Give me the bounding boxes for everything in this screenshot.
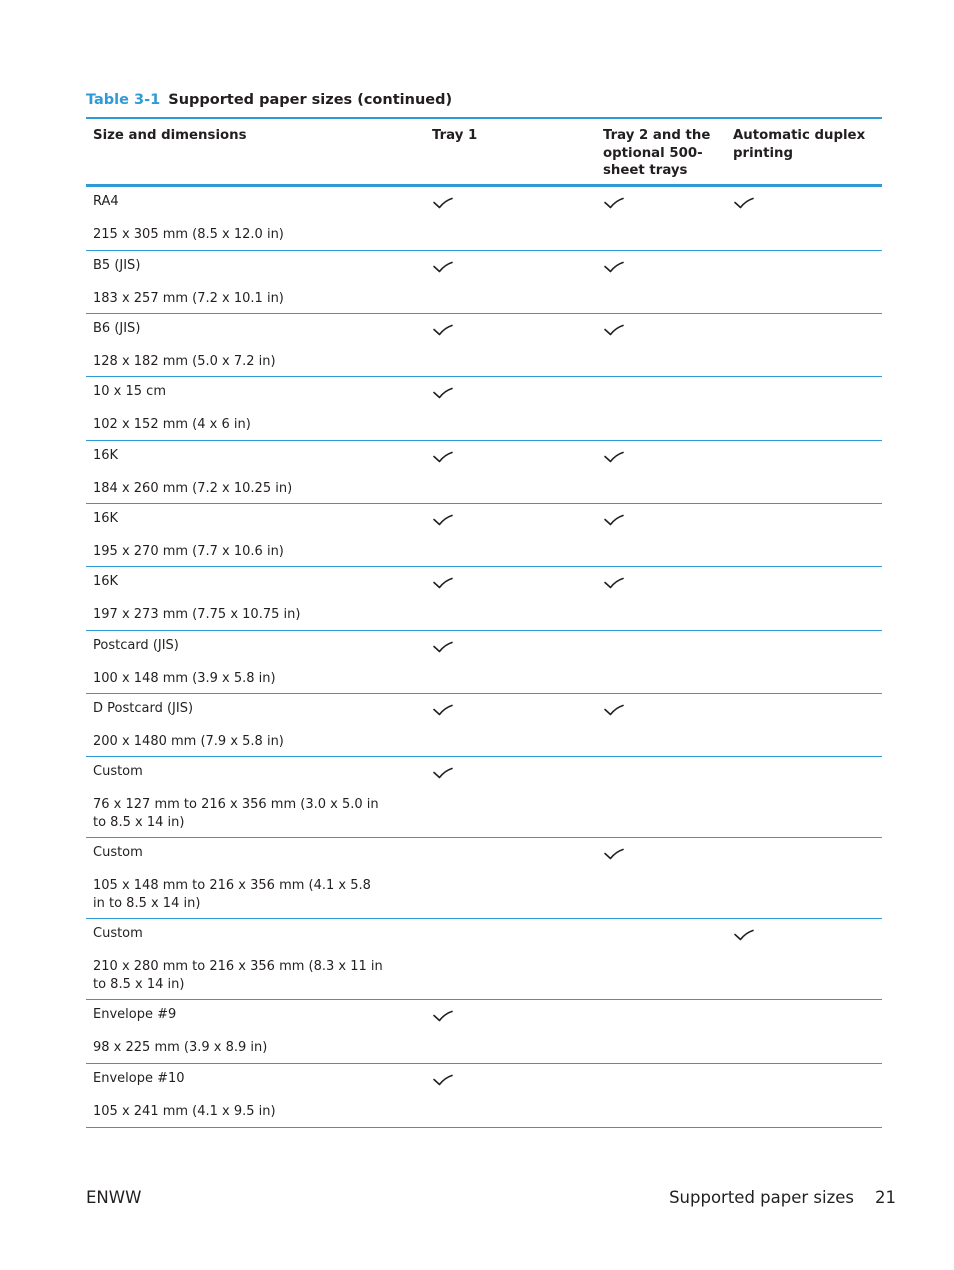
tray1-cell: [425, 441, 596, 503]
footer-section-title: Supported paper sizes: [669, 1188, 854, 1207]
table-row: [86, 504, 882, 567]
tray2-cell: [596, 314, 726, 376]
table-row: [86, 1064, 882, 1128]
paper-dimensions: 128 x 182 mm (5.0 x 7.2 in): [93, 354, 276, 369]
table-caption: [86, 92, 452, 108]
paper-size-name: Custom: [93, 926, 143, 941]
tray1-cell: [425, 631, 596, 693]
paper-size-name: Envelope #10: [93, 1071, 185, 1086]
paper-dimensions: 200 x 1480 mm (7.9 x 5.8 in): [93, 734, 284, 749]
tray2-cell: [596, 694, 726, 756]
tray2-cell: [596, 251, 726, 313]
tray1-cell: [425, 838, 596, 918]
size-cell: [86, 1000, 425, 1063]
checkmark-icon: [432, 513, 454, 527]
checkmark-icon: [603, 323, 625, 337]
paper-dimensions: 183 x 257 mm (7.2 x 10.1 in): [93, 291, 284, 306]
size-cell: [86, 694, 425, 756]
paper-dimensions: 76 x 127 mm to 216 x 356 mm (3.0 x 5.0 in to 8.5 x 14 in): [93, 797, 379, 830]
checkmark-icon: [432, 196, 454, 210]
checkmark-icon: [733, 928, 755, 942]
checkmark-icon: [603, 703, 625, 717]
tray2-cell: [596, 377, 726, 440]
duplex-cell: [726, 1064, 882, 1127]
duplex-cell: [726, 377, 882, 440]
paper-dimensions: 98 x 225 mm (3.9 x 8.9 in): [93, 1040, 268, 1055]
tray1-cell: [425, 504, 596, 566]
paper-sizes-table: [86, 117, 882, 1128]
duplex-cell: [726, 838, 882, 918]
table-number: Table 3-1: [86, 92, 161, 108]
size-cell: [86, 838, 425, 918]
size-cell: [86, 251, 425, 313]
table-row: [86, 441, 882, 504]
tray1-cell: [425, 567, 596, 630]
paper-size-name: 16K: [93, 448, 119, 463]
size-cell: [86, 757, 425, 837]
size-cell: [86, 314, 425, 376]
paper-size-name: D Postcard (JIS): [93, 701, 194, 716]
tray1-cell: [425, 377, 596, 440]
tray2-cell: [596, 187, 726, 250]
paper-dimensions: 197 x 273 mm (7.75 x 10.75 in): [93, 607, 301, 622]
tray1-cell: [425, 1000, 596, 1063]
duplex-cell: [726, 441, 882, 503]
checkmark-icon: [432, 323, 454, 337]
checkmark-icon: [603, 450, 625, 464]
footer-doc-code: ENWW: [86, 1188, 142, 1207]
page-footer: [86, 1188, 896, 1212]
tray2-cell: [596, 1000, 726, 1063]
paper-size-name: Custom: [93, 764, 143, 779]
checkmark-icon: [603, 576, 625, 590]
paper-size-name: Postcard (JIS): [93, 638, 179, 653]
tray1-cell: [425, 919, 596, 999]
checkmark-icon: [733, 196, 755, 210]
table-row: [86, 919, 882, 1000]
page-number: 21: [875, 1188, 896, 1207]
size-cell: [86, 1064, 425, 1127]
paper-size-name: Envelope #9: [93, 1007, 177, 1022]
tray1-cell: [425, 314, 596, 376]
duplex-cell: [726, 187, 882, 250]
duplex-cell: [726, 314, 882, 376]
size-cell: [86, 187, 425, 250]
table-row: [86, 1000, 882, 1064]
checkmark-icon: [603, 260, 625, 274]
paper-dimensions: 100 x 148 mm (3.9 x 5.8 in): [93, 671, 276, 686]
duplex-cell: [726, 1000, 882, 1063]
paper-size-name: B5 (JIS): [93, 258, 141, 273]
header-duplex: Automatic duplex printing: [733, 128, 866, 161]
paper-dimensions: 105 x 148 mm to 216 x 356 mm (4.1 x 5.8 in to 8.5 x 14 in): [93, 878, 371, 911]
table-body: [86, 187, 882, 1128]
duplex-cell: [726, 919, 882, 999]
checkmark-icon: [432, 386, 454, 400]
checkmark-icon: [432, 450, 454, 464]
size-cell: [86, 441, 425, 503]
tray2-cell: [596, 567, 726, 630]
size-cell: [86, 377, 425, 440]
paper-size-name: B6 (JIS): [93, 321, 141, 336]
tray1-cell: [425, 187, 596, 250]
paper-size-name: 16K: [93, 574, 119, 589]
table-row: [86, 567, 882, 631]
tray1-cell: [425, 1064, 596, 1127]
paper-size-name: 16K: [93, 511, 119, 526]
size-cell: [86, 567, 425, 630]
paper-size-name: Custom: [93, 845, 143, 860]
checkmark-icon: [603, 196, 625, 210]
tray1-cell: [425, 251, 596, 313]
size-cell: [86, 504, 425, 566]
table-row: [86, 187, 882, 251]
paper-dimensions: 184 x 260 mm (7.2 x 10.25 in): [93, 481, 293, 496]
header-tray2: Tray 2 and the optional 500-sheet trays: [603, 128, 711, 178]
table-row: [86, 694, 882, 757]
checkmark-icon: [603, 847, 625, 861]
table-row: [86, 838, 882, 919]
checkmark-icon: [432, 766, 454, 780]
checkmark-icon: [432, 640, 454, 654]
paper-dimensions: 105 x 241 mm (4.1 x 9.5 in): [93, 1104, 276, 1119]
tray2-cell: [596, 441, 726, 503]
paper-size-name: 10 x 15 cm: [93, 384, 166, 399]
paper-dimensions: 210 x 280 mm to 216 x 356 mm (8.3 x 11 in to 8.5 x 14 in): [93, 959, 383, 992]
header-size: Size and dimensions: [93, 128, 247, 143]
size-cell: [86, 919, 425, 999]
paper-dimensions: 195 x 270 mm (7.7 x 10.6 in): [93, 544, 284, 559]
table-row: [86, 631, 882, 694]
size-cell: [86, 631, 425, 693]
table-header-row: [86, 119, 882, 187]
duplex-cell: [726, 694, 882, 756]
checkmark-icon: [603, 513, 625, 527]
checkmark-icon: [432, 703, 454, 717]
tray2-cell: [596, 1064, 726, 1127]
tray2-cell: [596, 631, 726, 693]
paper-dimensions: 215 x 305 mm (8.5 x 12.0 in): [93, 227, 284, 242]
tray1-cell: [425, 757, 596, 837]
paper-size-name: RA4: [93, 194, 119, 209]
table-title: Supported paper sizes (continued): [168, 92, 453, 108]
checkmark-icon: [432, 1009, 454, 1023]
checkmark-icon: [432, 576, 454, 590]
table-row: [86, 314, 882, 377]
table-row: [86, 757, 882, 838]
table-row: [86, 251, 882, 314]
duplex-cell: [726, 251, 882, 313]
tray2-cell: [596, 919, 726, 999]
table-row: [86, 377, 882, 441]
tray2-cell: [596, 838, 726, 918]
duplex-cell: [726, 757, 882, 837]
duplex-cell: [726, 631, 882, 693]
checkmark-icon: [432, 1073, 454, 1087]
tray2-cell: [596, 504, 726, 566]
paper-dimensions: 102 x 152 mm (4 x 6 in): [93, 417, 251, 432]
duplex-cell: [726, 567, 882, 630]
checkmark-icon: [432, 260, 454, 274]
tray1-cell: [425, 694, 596, 756]
duplex-cell: [726, 504, 882, 566]
header-tray1: Tray 1: [432, 128, 478, 143]
tray2-cell: [596, 757, 726, 837]
